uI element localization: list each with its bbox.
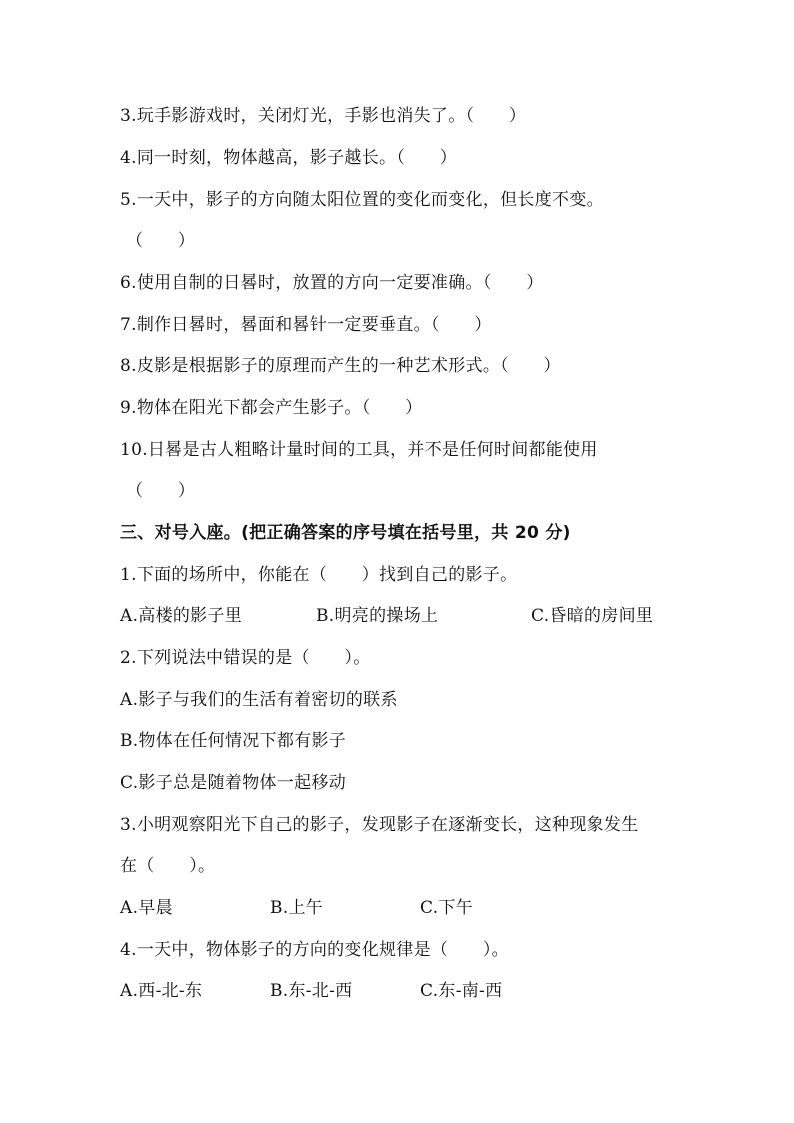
question-3-option-b: B.上午 <box>270 898 324 918</box>
question-1-option-b: B.明亮的操场上 <box>316 606 439 626</box>
question-3-stem-line1: 3.小明观察阳光下自己的影子，发现影子在逐渐变长，这种现象发生 <box>120 815 639 835</box>
question-2-option-a: A.影子与我们的生活有着密切的联系 <box>120 690 398 710</box>
question-4-option-a: A.西-北-东 <box>120 981 203 1001</box>
question-2-option-c: C.影子总是随着物体一起移动 <box>120 773 347 793</box>
section-heading: 三、对号入座。(把正确答案的序号填在括号里，共 20 分) <box>120 523 571 543</box>
question-4-option-b: B.东-北-西 <box>270 981 353 1001</box>
question-3-stem-line2: 在（ ）。 <box>120 856 216 876</box>
judge-item-10-bracket: （ ） <box>126 481 196 501</box>
question-3-option-c: C.下午 <box>420 898 474 918</box>
judge-item-10: 10.日晷是古人粗略计量时间的工具，并不是任何时间都能使用 <box>120 440 598 460</box>
judge-item-7: 7.制作日晷时，晷面和晷针一定要垂直。（ ） <box>120 315 492 335</box>
judge-item-5-bracket: （ ） <box>126 231 196 251</box>
judge-item-5: 5.一天中，影子的方向随太阳位置的变化而变化，但长度不变。 <box>120 190 604 210</box>
question-4-option-c: C.东-南-西 <box>420 981 503 1001</box>
judge-item-4: 4.同一时刻，物体越高，影子越长。（ ） <box>120 148 458 168</box>
question-2-option-b: B.物体在任何情况下都有影子 <box>120 731 347 751</box>
judge-item-3: 3.玩手影游戏时，关闭灯光，手影也消失了。（ ） <box>120 106 527 126</box>
question-3-option-a: A.早晨 <box>120 898 173 918</box>
judge-item-8: 8.皮影是根据影子的原理而产生的一种艺术形式。（ ） <box>120 356 561 376</box>
question-4-stem: 4.一天中，物体影子的方向的变化规律是（ ）。 <box>120 940 509 960</box>
question-1-stem: 1.下面的场所中，你能在（ ）找到自己的影子。 <box>120 565 518 585</box>
question-1-option-c: C.昏暗的房间里 <box>531 606 654 626</box>
question-1-option-a: A.高楼的影子里 <box>120 606 243 626</box>
judge-item-6: 6.使用自制的日晷时，放置的方向一定要准确。（ ） <box>120 273 544 293</box>
judge-item-9: 9.物体在阳光下都会产生影子。（ ） <box>120 398 423 418</box>
question-2-stem: 2.下列说法中错误的是（ ）。 <box>120 648 371 668</box>
